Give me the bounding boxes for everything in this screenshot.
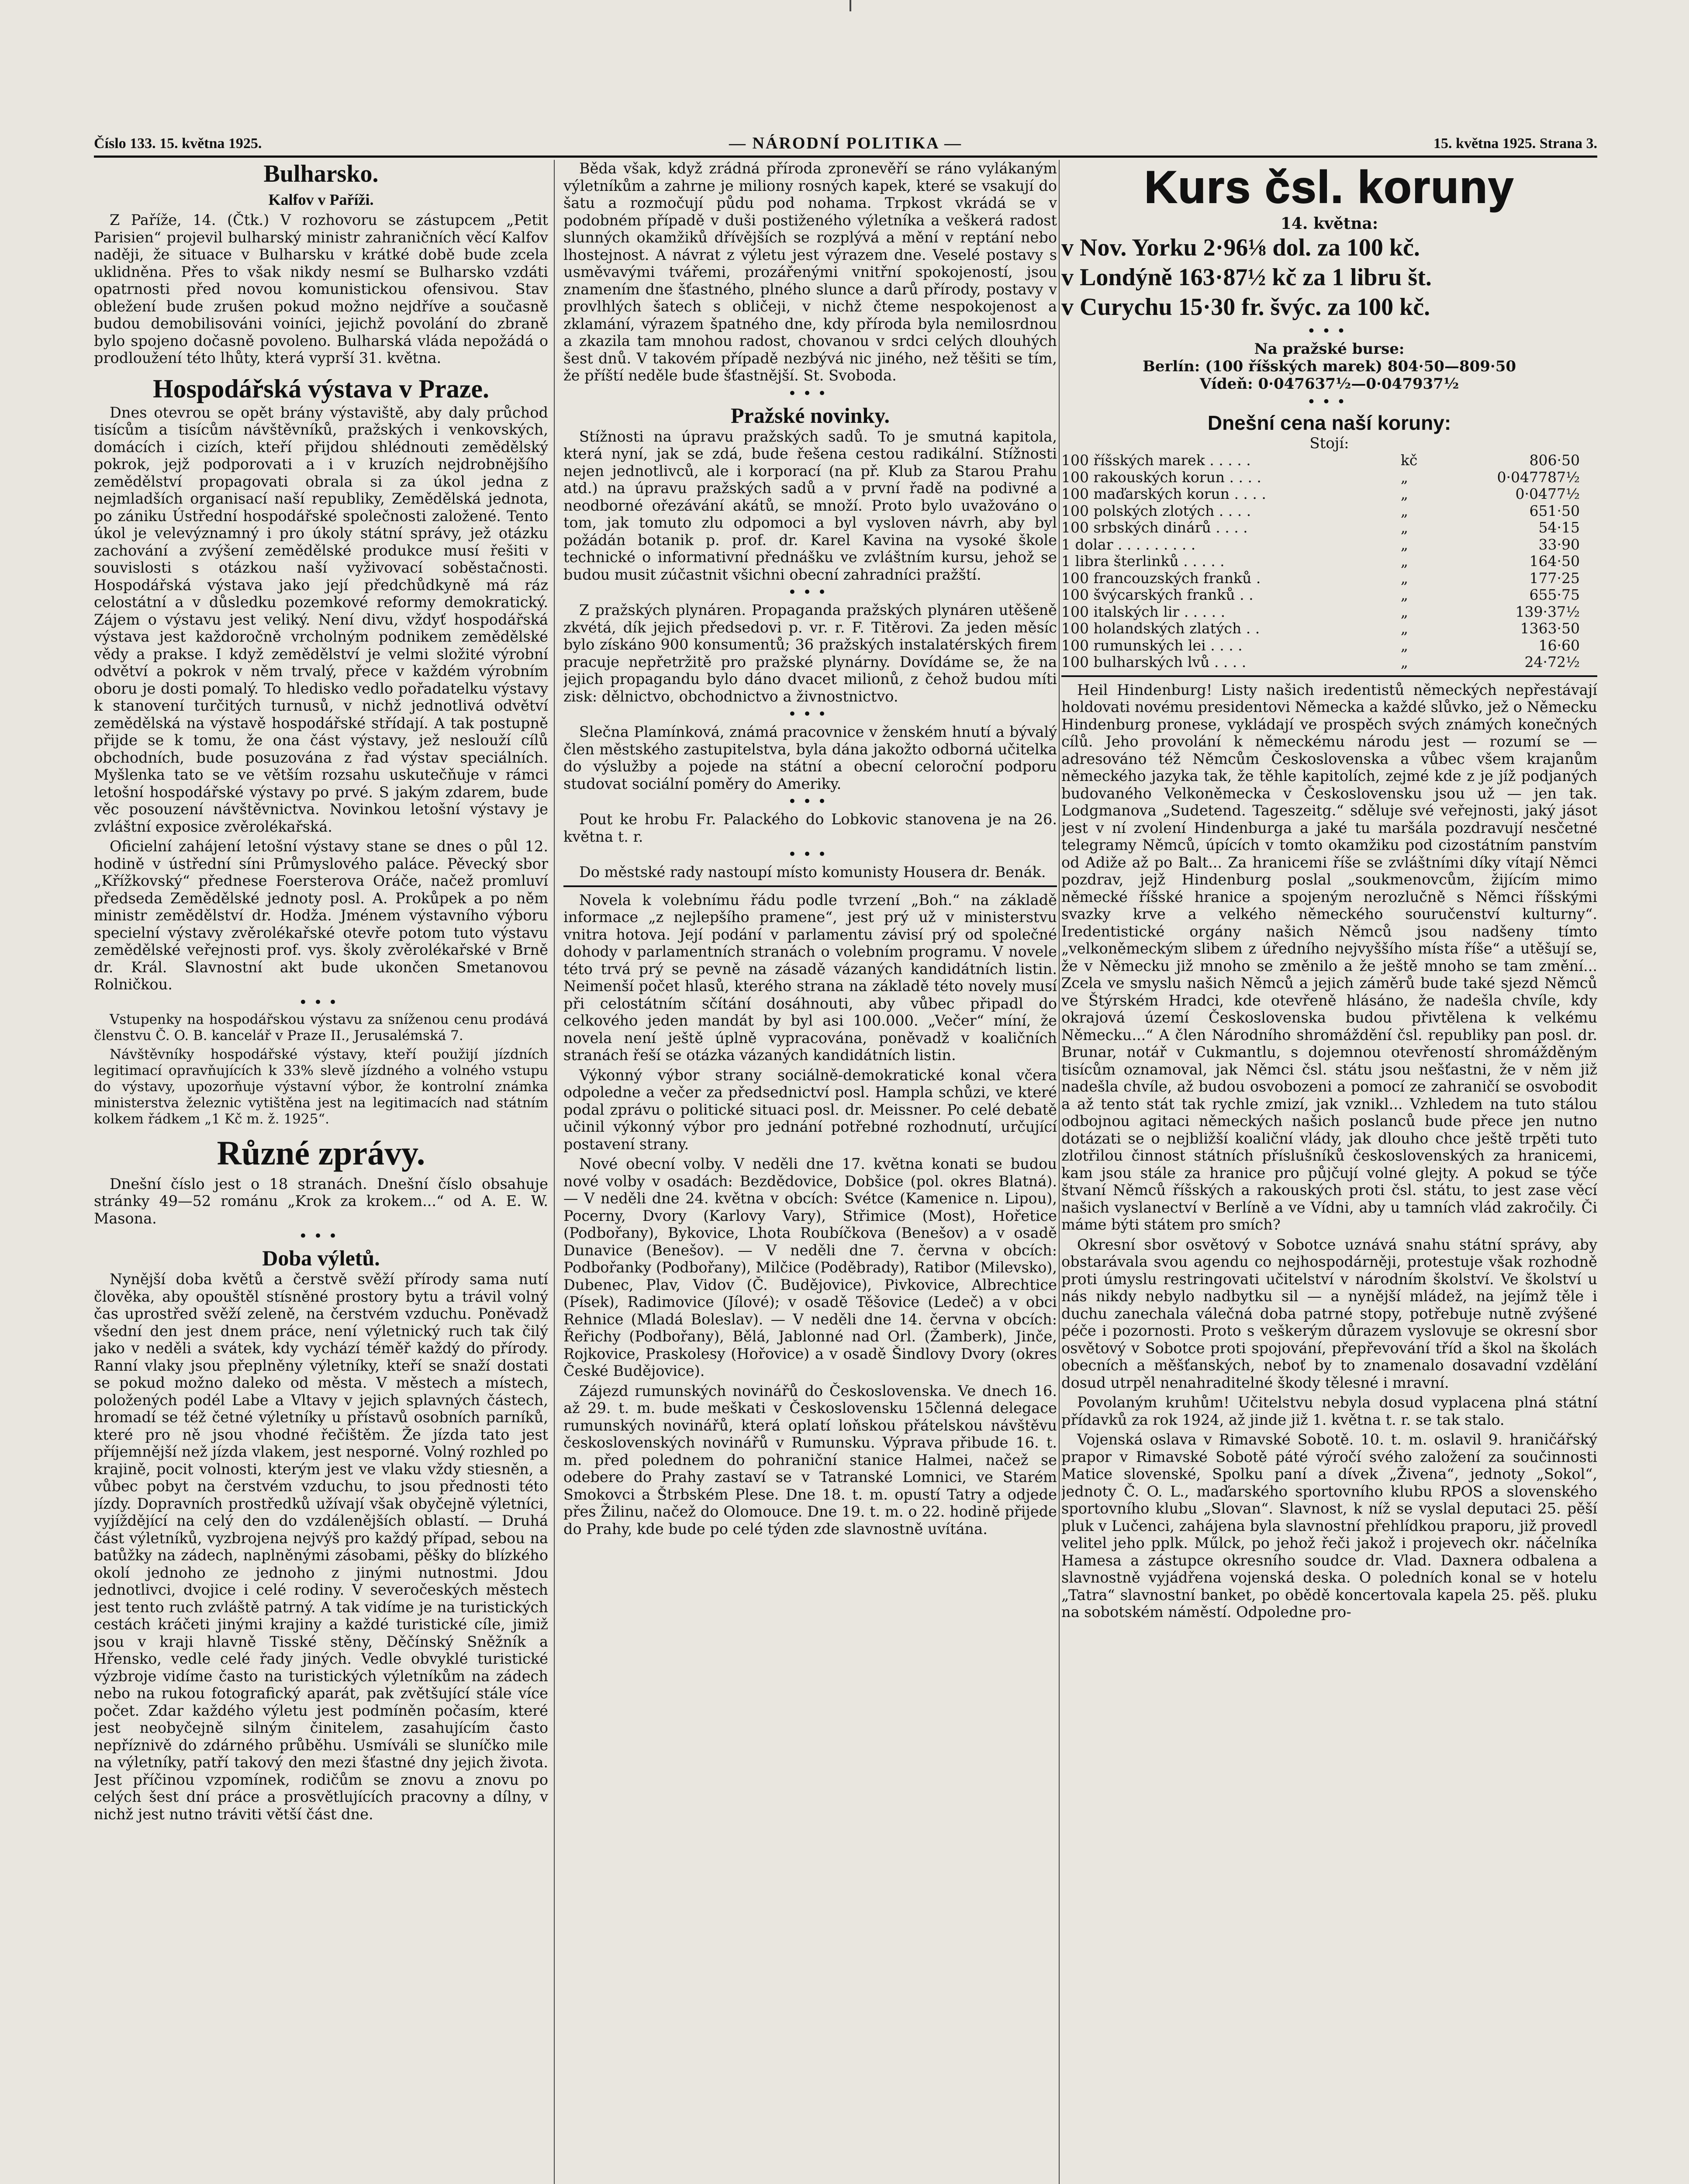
table-row (1061, 452, 1597, 469)
currency-name: 100 říšských marek . . . . . (1061, 452, 1251, 469)
currency-name: 100 italských lir . . . . . (1061, 603, 1226, 620)
notice: Vstupenky na hospodářskou výstavu za sníženou cenu prodává členstvu Č. O. B. kancelář v Praze II., Jerusalémská 7. (94, 1011, 548, 1044)
currency-name: 100 bulharských lvů . . . . (1061, 653, 1247, 670)
paragraph: Okresní sbor osvětový v Sobotce uznává snahu státní správy, aby obstarávala svou agendu co nejhospodárněji, protestuje však rozhodně proti úmyslu restringovati učitelství v národním školství. Ve školství u nás nikdy nebylo nadbytku sil — a nynější mládež, na jejímž těle i duchu zanechala válečná doba patrné stopy, potřebuje nutně zvýšené péče i pozornosti. Proto s veškerým důrazem vyslovuje se okresní sbor osvětový v Sobotce proti spojování, přepřevování tříd a škol na školách obecních a měšťanských, neboť by to znamenalo dosavadní vzdělání dosud utrpěl nenahraditelné škody tělesné i mravní. (1061, 1236, 1597, 1391)
currency-unit: „ (1400, 636, 1408, 654)
currency-value: 16·60 (1538, 636, 1580, 654)
column-1 (94, 160, 548, 2184)
currency-value: 0·0477½ (1515, 485, 1580, 502)
separator-dots: ••• (788, 846, 833, 863)
table-row (1061, 536, 1597, 553)
currency-unit: „ (1400, 603, 1408, 620)
article-title: Doba výletů. (262, 1246, 380, 1270)
currency-name: 100 polských zlotých . . . . (1061, 502, 1251, 519)
currency-name: 100 francouzských franků . (1061, 569, 1261, 587)
paragraph: Nové obecní volby. V neděli dne 17. května konati se budou nové volby v osadách: Bezdědovice, Dobšice (pol. okres Blatná). — V neděli dne 24. května v obcích: Svétce (Kamenice n. Lipou), Pocerny, Dvory (Karlovy Vary), Střimice (Most), Hořetice (Podbořany), Bykovice, Lhota Roubíčkova (Benešov) a v osadě Dunavice (Benešov). — V neděli dne 7. června v obcích: Podbořanky (Podbořany), Milčice (Poděbrady), Ratibor (Milevsko), Dubenec, Plav, Vidov (Č. Budějovice), Pivkovice, Albrechtice (Písek), Radimovice (Jílové); v osadě Těšovice (Ledeč) a v obci Rehnice (Mladá Boleslav). — V neděli dne 14. června v obcích: Řeřichy (Podbořany), Bělá, Jablonné nad Orl. (Žamberk), Jinče, Rojkovice, Praskolesy (Hořovice) a v osadě Šindlovy Dvory (okres České Budějovice). (563, 1155, 1057, 1379)
paragraph: Do městské rady nastoupí místo komunisty Housera dr. Benák. (579, 864, 1046, 881)
currency-unit: „ (1400, 569, 1408, 587)
masthead-rule (94, 156, 1597, 158)
article-title: Hospodářská výstava v Praze. (153, 374, 489, 403)
separator-dots: ••• (788, 584, 833, 601)
currency-unit: „ (1400, 519, 1408, 536)
currency-unit: „ (1400, 620, 1408, 637)
paragraph: Z pražských plynáren. Propaganda pražských plynáren utěšeně zkvétá, dík jejich předsedovi p. vr. r. F. Titěrovi. Za jeden měsíc bylo získáno 900 konsumentů; 36 pražských instalatérských firem pracuje nepřetržitě pro pražské plynárny. Dovídáme se, že na jejich propagandu bylo dáno dvacet milionů, z čehož budou míti zisk: dělnictvo, obchodnictvo a živnostnictvo. (563, 601, 1057, 705)
currency-value: 806·50 (1529, 452, 1580, 469)
paragraph: Heil Hindenburg! Listy našich iredentistů německých nepřestávají holdovati novému presidentovi Německa a každé slůvko, jež o Německu Hindenburg pronese, vykládají ve prospěch svých známých konečných cílů. Jeho provolání k německému národu jest — rozumí se — adresováno též Němcům Československa a vůbec všem krajanům německého jazyka tak, že těhle kapitolích, zejmé kde z je jíž podjaných budovaného Velkoněmecka v Československu jsou už — jen tak. Lodgmanova „Sudetend. Tageszeitg.“ sděluje své veřejnosti, jaký jásot jest v ní zvolení Hindenburga a jaké tu maršála pozdravují nesčetné telegramy Němců, úpících v tomto okamžiku pod cizostátním panstvím od Adiže až po Balt... Za hranicemi říše se zvláštními díky vítají Němci pozdrav, jejž Hindenburg poslal „soukmenovcům, žijícím mimo německé říšské hranice a spojeným nerozlučně s Němci říšskými svazky krve a velkého německého souručenství kulturny“. Iredentistické orgány našich Němců jsou nadšeny tímto „velkoněmeckým slibem z úředního nejvyššího místa říše“ a utěšují se, že v Německu již mnoho se změnilo a že ještě mnoho se tam změní... Zcela ve smyslu našich Němců a jejich záměrů bude také sjezd Němců ve Štýrském Hradci, kde otevřeně hlásáno, že nadešla chvíle, kdy okrajová území Československa budou přivtělena k velkému Německu...“ A člen Národního shromáždění čsl. republiky pan posl. dr. Brunar, notář v Cukmantlu, s dojemnou otevřeností shromážděným tisícům oznamoval, jak Němci čsl. státu jsou nešťastni, že v něm již nadešla chvíle, až budou osvobozeni a pomocí ze zahraničí se osvobodit a až tento stát tak rychle zmizí, jak vznikl... Vzhledem na tuto stálou odbojnou agitaci německých našich poslanců bude přece jen nutno dotázati se o nejbližší koaliční vlády, jak dlouho chce ještě trpěti tuto zlotřilou činnost státních příslušníků československých za hranicemi, kam jsou stále za hranice pro půjčují volné glejty. A pokud se týče štvaní Němců říšských a rakouských proti čsl. státu, to jest zase věcí našich vyslanectví v Berlíně a ve Vídni, aby u tamních vlád zakročily. Či máme býti státem pro smích? (1061, 681, 1597, 1233)
currency-value: 139·37½ (1515, 603, 1580, 620)
paragraph: Stížnosti na úpravu pražských sadů. To je smutná kapitola, která nyní, jak se zdá, bude řešena cestou radikální. Stížnosti nejen jednotlivců, ale i korporací (na př. Klub za Starou Prahu atd.) na úpravu pražských sadů a v první řadě na podivné a neodborné ořezávání akátů, se množí. Proto bylo uvažováno o tom, jak tomuto zlu odpomoci a byl vysloven návrh, aby byl požádán botanik p. prof. dr. Karel Kavina na vysoké škole technické o informativní přednášku ve zvláštním kursu, jehož se budou musit zúčastnit všichni obecní zahradníci pražští. (563, 428, 1057, 583)
berlin-rate: Berlín: (100 říšských marek) 804·50—809·50 (1142, 358, 1516, 375)
currency-unit: „ (1400, 653, 1408, 670)
paragraph: Povolaným kruhům! Učitelstvu nebyla dosud vyplacena plná státní přídavků za rok 1924, až jinde již 1. května t. r. se tak stalo. (1061, 1394, 1597, 1428)
paragraph: Výkonný výbor strany sociálně-demokratické konal včera odpoledne a večer za předsednictví posl. Hampla schůzi, ve které podal zprávu o politické situaci posl. dr. Meissner. Po celé debatě učinil výkonný výbor pro jednání potřebné rozhodnutí, určující postavení strany. (563, 1066, 1057, 1153)
table-row (1061, 486, 1597, 503)
table-row (1061, 604, 1597, 621)
currency-name: 100 maďarských korun . . . . (1061, 485, 1266, 502)
separator-dots: ••• (298, 993, 344, 1011)
currency-table (1061, 452, 1597, 671)
currency-value: 54·15 (1538, 519, 1580, 536)
currency-unit: „ (1400, 536, 1408, 553)
paragraph: Pout ke hrobu Fr. Palackého do Lobkovic stanovena je na 26. května t. r. (563, 811, 1057, 845)
column-3 (1061, 160, 1597, 2184)
article-subtitle: Kalfov v Paříži. (268, 191, 374, 208)
vienna-rate: Vídeň: 0·047637½—0·047937½ (1199, 375, 1459, 393)
paragraph: Novela k volebnímu řádu podle tvrzení „Boh.“ na základě informace „z nejlepšího pramene“, jest prý už v ministerstvu vnitra hotova. Její podání v parlamentu závisí prý od společné dohody v parlamentních stranách o volebním programu. V novele této trvá prý se pevně na zásadě vázaných kandidátních listin. Neimenší počet hlasů, kterého strana na základě této novely musí při celostátním sčítání dosáhnouti, aby vůbec připadl do celkového jeden mandát by byl asi 100.000. „Večer“ míní, že novela není ještě úplně vypracována, poněvadž v koaličních stranách řeší se otázka vázaných kandidátních listin. (563, 891, 1057, 1064)
section-rule (563, 885, 1057, 887)
table-row (1061, 519, 1597, 536)
currency-value: 655·75 (1529, 586, 1580, 603)
currency-name: 100 srbských dinárů . . . . (1061, 519, 1248, 536)
separator-dots: ••• (788, 384, 833, 402)
section-title: Pražské novinky. (731, 403, 890, 428)
currency-value: 177·25 (1529, 569, 1580, 587)
currency-value: 164·50 (1529, 553, 1580, 570)
costs-label: Stojí: (1309, 435, 1349, 452)
separator-dots: ••• (788, 793, 833, 810)
exchange-rate-title: Kurs čsl. koruny (1144, 162, 1514, 213)
column-divider (554, 160, 555, 2184)
currency-name: 1 dolar . . . . . . . . . (1061, 536, 1196, 553)
paragraph: Z Paříže, 14. (Čtk.) V rozhovoru se zástupcem „Petit Parisien“ projevil bulharský ministr zahraničních věcí Kalfov naději, že situace v Bulharsku v krátké době bude zcela uklidněna. Přes to však nikdy nesmí se Bulharsko vzdáti opatrnosti před novou komunistickou ofensivou. Stav obležení bude zrušen pokud možno nejdříve a současně budou demobilisováni voiníci, jejichž povolání do zbraně bylo spojeno dočasně povoleno. Bulharská vláda nepožádá o prodloužení této lhůty, která vyprší 31. května. (94, 211, 548, 366)
paragraph: Dnes otevrou se opět brány výstaviště, aby daly průchod tisícům a tisícům návštěvníků, pražských i venkovských, domácích i cizích, kteří přijdou shlédnouti zemědělský pokrok, jejž podporovati a i v kruzích nejdrobnějšího zemědělství propagovati obrala si za úkol jedna z nejmladších organisací naší republiky, Zemědělská jednota, po zániku Ústřední hospodářské společnosti založené. Tento úkol je velevýznamný i pro úkoly státní správy, jež otázku zachování a zvýšení zemědělské produkce musí řešiti v souvislosti s otázkou naší vyživovací soběstačnosti. Hospodářská výstava jako její předchůdkyně má ráz celostátní a v důsledku pozemkové reformy demokratický. Zájem o výstavu jest veliký. Není divu, vždyť hospodářská výstava jest každoročně vrcholným podnikem zemědělské vědy a prakse. I když zemědělství je velmi složité výrobní odvětví a pokrok v něm trvalý, přece v každém výrobním oboru je dosti pomalý. To hledisko vedlo pořadatelku výstavy k stanovení turčitých turnusů, v nichž jednotlivá odvětví zemědělská na výstavě hospodářské střídají. A tak postupně přijde se k tomu, že ona část výstavy, jež neslouží cílů obchodních, bude posuzována z řad výstav speciálních. Myšlenka tato se ve větším rozsahu uskutečňuje v rámci letošní hospodářské výstavy po prvé. S jakým zdarem, bude věc posouzení návštěvnictva. Novinkou letošní výstavy je zvláštní exposice zvěrolékařská. (94, 404, 548, 835)
currency-name: 100 rumunských lei . . . . (1061, 636, 1243, 654)
currency-unit: „ (1400, 485, 1408, 502)
issue-number: Číslo 133. 15. května 1925. (94, 135, 262, 152)
table-row (1061, 503, 1597, 520)
table-row (1061, 469, 1597, 486)
separator-dots: ••• (788, 705, 833, 723)
burse-title: Na pražské burse: (1254, 340, 1405, 358)
currency-name: 100 rakouských korun . . . . (1061, 468, 1261, 486)
paragraph: Dnešní číslo jest o 18 stranách. Dnešní číslo obsahuje stránky 49—52 románu „Krok za krokem...“ od A. E. W. Masona. (94, 1175, 548, 1227)
exchange-rate-date: 14. května: (1280, 214, 1378, 233)
separator-dots: ••• (298, 1227, 344, 1245)
currency-unit: kč (1400, 452, 1418, 469)
table-row (1061, 654, 1597, 671)
section-title: Různé zprávy. (217, 1133, 425, 1172)
rate-zurich: v Curychu 15·30 fr. švýc. za 100 kč. (1061, 294, 1430, 321)
currency-name: 100 švýcarských franků . . (1061, 586, 1254, 603)
currency-unit: „ (1400, 553, 1408, 570)
currency-name: 100 holandských zlatých . . (1061, 620, 1260, 637)
separator-dots: ••• (1307, 322, 1352, 340)
page-date-number: 15. května 1925. Strana 3. (1433, 135, 1597, 152)
paragraph: Oficielní zahájení letošní výstavy stane se dnes o půl 12. hodině v ústřední síni Průmyslového paláce. Pěvecký sbor „Křížkovský“ přednese Foersterova Oráče, načež promluví předseda Zemědělské jednoty posl. A. Prokůpek a po něm ministr zemědělství dr. Hodža. Jménem výstavního výboru specielní výstavy zvěrolékařské otevře potom tuto výstavu zemědělské veřejnosti prof. vys. školy zvěrolékařské v Brně dr. Král. Slavnostní akt bude ukončen Smetanovou Rolničkou. (94, 838, 548, 993)
paragraph: Zájezd rumunských novinářů do Československa. Ve dnech 16. až 29. t. m. bude meškati v Československu 15členná delegace rumunských novinářů, která oplatí loňskou přátelskou návštěvu československých novinářů v Rumunsku. Výprava přibude 16. t. m. před polednem do pohraniční stanice Halmei, načež se odebere do Prahy zastaví se v Tatranské Lomnici, ve Starém Smokovci a Štrbském Plese. Dne 18. t. m. opustí Tatry a odjede přes Žilinu, načež do Olomouce. Dne 19. t. m. o 22. hodině přijede do Prahy, kde bude po celé týden zde slavnostně uvítána. (563, 1382, 1057, 1538)
rate-new-york: v Nov. Yorku 2·96⅛ dol. za 100 kč. (1061, 234, 1420, 261)
section-rule (1061, 675, 1597, 677)
currency-price-title: Dnešní cena naší koruny: (1207, 411, 1451, 434)
table-row (1061, 570, 1597, 587)
masthead (94, 131, 1597, 157)
paragraph: Nynější doba květů a čerstvě svěží přírody sama nutí člověka, aby opouštěl stísněné prostory bytu a trávil volný čas uprostřed svěží zeleně, na čerstvém vzduchu. Poněvadž všední den jest dnem práce, není výletnický ruch tak čilý jako v neděli a svátek, kdy vychází téměř každý do přírody. Ranní vlaky jsou přeplněny výletníky, kteří se snaží dostati se pokud možno daleko od města. V městech a místech, položených podél Labe a Vltavy v jejich splavných částech, hromadí se též četné výletníky u přístavů osobních parníků, které pro ně jsou vhodné řečištěm. Že jízda tato jest příjemnější než jízda vlakem, jest nesporné. Volný rozhled po krajině, pocit volnosti, kterým jest ve vlaku vždy stiesněn, a vůbec pobyt na čerstvém vzduchu, to jsou přednosti této jízdy. Dopravních prostředků užívají však obyčejně výletníci, vyjíždějící na celý den do vzdálenějších oblastí. — Druhá část výletníků, vyzbrojena nejvýš pro každý případ, sebou na batůžky na zádech, naplněnými zásobami, pěšky do blízkého okolí jednoho ze jednoho z jinými nutnostmi. Jdou jednotlivci, dvojice i celé rodiny. V severočeských městech jest tento ruch zvláště patrný. A tak vidíme je na turistických cestách kráčeti jinými krajiny a každé turistické cíle, jimiž jsou v kraji hlavně Tisské stěny, Děčínský Sněžník a Hřensko, vedle celé řady jiných. Vedle obvyklé turistické výzbroje vidíme často na turistických výletníkům na zádech nebo na rukou fotografický aparát, pak zvětšující stále více počet. Zdar každého výletu jest podmíněn počasím, které jest neobyčejně silným činitelem, zasahujícím často nepříznivě do zdárného průběhu. Usmíváli se sluníčko mile na výletníky, patří takový den mezi šťastné dny jejich života. Jest příčinou vzpomínek, rodičům se znovu a znovu po celých šest dní práce a prosvětlujících pracovny a dílny, v nichž jest nutno tráviti větší část dne. (94, 1271, 548, 1823)
currency-value: 33·90 (1538, 536, 1580, 553)
currency-unit: „ (1400, 468, 1408, 486)
currency-unit: „ (1400, 586, 1408, 603)
table-row (1061, 553, 1597, 570)
table-row (1061, 637, 1597, 654)
separator-dots: ••• (1307, 393, 1352, 411)
column-2 (563, 160, 1057, 2184)
paragraph: Slečna Plamínková, známá pracovnice v ženském hnutí a bývalý člen městského zastupitelstva, byla dána jakožto odborná učitelka do výslužby a pojede na státní a obecní celoroční podporu studovat sociální poměry do Ameriky. (563, 723, 1057, 792)
top-edge-mark (850, 0, 851, 11)
currency-value: 1363·50 (1520, 620, 1580, 637)
article-title: Bulharsko. (263, 160, 379, 187)
currency-value: 651·50 (1529, 502, 1580, 519)
currency-value: 0·047787½ (1497, 468, 1580, 486)
notice: Návštěvníky hospodářské výstavy, kteří použijí jízdních legitimací opravňujících k 33% slevě jízdného a volného vstupu do výstavy, upozorňuje výstavní výbor, že kontrolní známka ministerstva železnic vytištěna jest na legitimacích nad státním kolkem řádkem „1 Kč m. ž. 1925“. (94, 1046, 548, 1127)
currency-unit: „ (1400, 502, 1408, 519)
currency-name: 1 libra šterlinků . . . . . (1061, 553, 1225, 570)
paragraph: Vojenská oslava v Rimavské Sobotě. 10. t. m. oslavil 9. hraničářský prapor v Rimavské Sobotě páté výročí svého založení za součinnosti Matice slovenské, Spolku paní a dívek „Živena“, jednoty „Sokol“, jednoty Č. O. L., maďarského sportovního klubu RPOS a slovenského sportovního klubu „Slovan“. Slavnost, k níž se vyslal deputaci 25. pěší pluk v Lučenci, zahájena byla slavnostní přehlídkou praporu, již provedl velitel jeho pplk. Műlck, po jehož řeči jakož i projevech okr. náčelníka Hamesa a zástupce okresního soudce dr. Vlad. Daxnera odbalena a slavnostně vyjádřena vojenská deska. O poledních konal se v hotelu „Tatra“ slavnostní banket, po obědě koncertovala kapela 25. pěš. pluku na sobotském náměstí. Odpoledne pro- (1061, 1431, 1597, 1621)
table-row (1061, 620, 1597, 637)
column-divider (1059, 160, 1060, 2184)
newspaper-title: — NÁRODNÍ POLITIKA — (729, 134, 962, 152)
table-row (1061, 587, 1597, 604)
currency-value: 24·72½ (1524, 653, 1580, 670)
rate-london: v Londýně 163·87½ kč za 1 libru št. (1061, 264, 1432, 291)
paragraph: Běda však, když zrádná příroda zpronevěří se ráno vylákaným výletníkům a zahrne je miliony rosných kapek, které se vsakují do šatu a rozmočují půdu pod nohama. Trpkost vkrádá se v podobném případě v duši postiženého výletníka a veškerá radost slunných okamžiků dřívějších se rozplývá a mění v reptání nebo lhostejnost. A návrat z výletu jest výrazem dne. Veselé postavy s usměvavými tvářemi, prozářenými vnitřní spokojeností, jsou znamením dne šťastného, plného slunce a darů přírody, postavy v provlhlých šatech s obličeji, v nichž čteme nespokojenost a zklamání, výrazem špatného dne, kdy příroda byla nemilosrdnou a zkazila tam mnohou radost, chovanou v srdci celých dlouhých šest dnů. V takovém případě nezbývá nic jiného, než těšiti se tím, že příští neděle bude šťastnější. St. Svoboda. (563, 160, 1057, 384)
